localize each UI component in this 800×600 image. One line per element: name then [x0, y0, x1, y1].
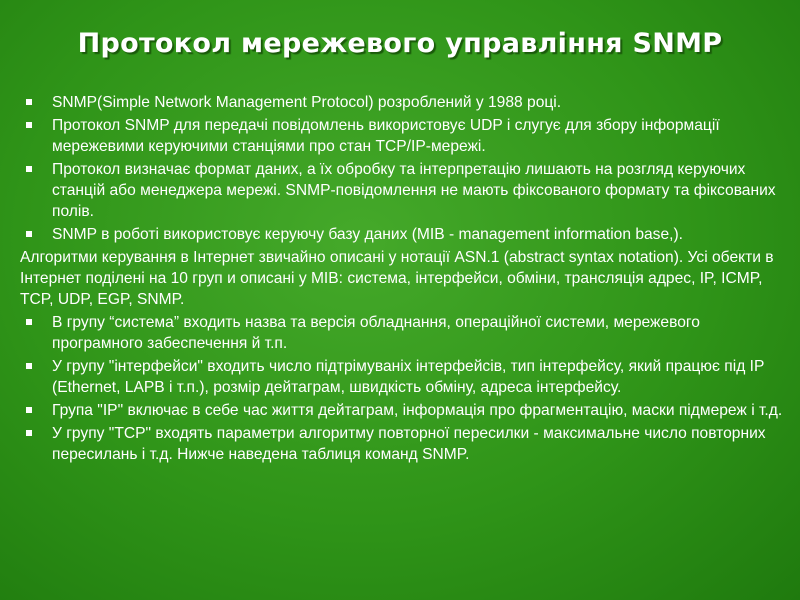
square-bullet-icon — [26, 363, 32, 369]
square-bullet-icon — [26, 166, 32, 172]
square-bullet-icon — [26, 319, 32, 325]
bullet-text: Протокол визначає формат даних, а їх обробку та інтерпретацію лишають на розгляд керуючих станцій або менеджера мережі. SNMP-повідомлення не мають фіксованого формату та фіксованих полів. — [52, 161, 776, 220]
square-bullet-icon — [26, 99, 32, 105]
bullet-item — [20, 115, 795, 157]
slide-content — [20, 92, 795, 467]
bullet-text: У групу "інтерфейси" входить число підтрімуваніх інтерфейсів, тип інтерфейсу, який працює під IP (Ethernet, LAPB і т.п.), розмір дейтаграм, швидкість обміну, адреса інтерфейсу. — [52, 358, 765, 396]
square-bullet-icon — [26, 407, 32, 413]
bullet-item — [20, 423, 795, 465]
bullet-text: Група "IP" включає в себе час життя дейтаграм, інформація про фрагментацію, маски підмереж і т.д. — [52, 402, 783, 419]
bullet-item — [20, 400, 795, 421]
bullet-text: Протокол SNMP для передачі повідомлень використовує UDP і слугує для збору інформації мережевими керуючими станціями про стан TCP/IP-мережі. — [52, 117, 720, 155]
bullet-item — [20, 312, 795, 354]
bullet-text: У групу "TCP" входять параметри алгоритму повторної пересилки - максимальне число повторних пересилань і т.д. Нижче наведена таблиця команд SNMP. — [52, 425, 766, 463]
slide-title: Протокол мережевого управління SNMP — [77, 28, 723, 59]
square-bullet-icon — [26, 122, 32, 128]
bullet-text: SNMP(Simple Network Management Protocol) розроблений у 1988 році. — [52, 94, 562, 111]
bullet-text: В групу “система” входить назва та версія обладнання, операційної системи, мережевого програмного забеспечення й т.п. — [52, 314, 700, 352]
bullet-item — [20, 356, 795, 398]
square-bullet-icon — [26, 430, 32, 436]
bullet-item — [20, 159, 795, 222]
bullet-item — [20, 92, 795, 113]
bullet-item — [20, 224, 795, 245]
bullet-text: SNMP в роботі використовує керуючу базу даних (MIB - management information base,). — [52, 226, 684, 243]
square-bullet-icon — [26, 231, 32, 237]
paragraph-text: Алгоритми керування в Інтернет звичайно описані у нотації ASN.1 (abstract syntax notation). Усі обекти в Інтернет поділені на 10 груп и описані у MIB: система, інтерфейси, обміни, трансляція адрес, IP, ICMP, TCP, UDP, EGP, SNMP. — [20, 249, 774, 308]
